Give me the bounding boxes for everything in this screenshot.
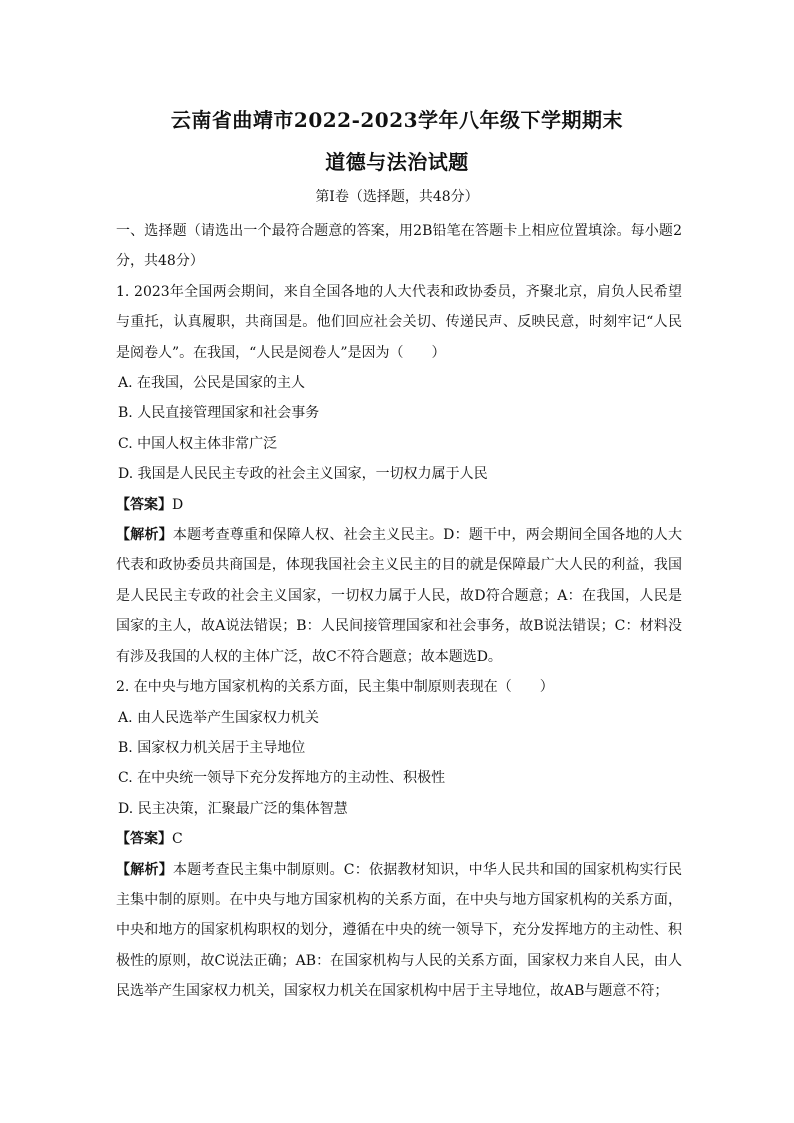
answer-value: D [172, 496, 184, 513]
analysis-text: 本题考查尊重和保障人权、社会主义民主。D：题干中，两会期间全国各地的人大代表和政协委员共商国是，体现我国社会主义民主的目的就是保障最广大人民的利益，我国是人民民主专政的社会主义国家，一切权力属于人民，故D符合题意；A：在我国，人民是国家的主人，故A说法错误；B：人民间接管理国家和社会事务，故B说法错误；C：材料没有涉及我国的人权的主体广泛，故C不符合题意；故本题选D。 [116, 527, 682, 665]
analysis-text: 本题考查民主集中制原则。C：依据教材知识，中华人民共和国的国家机构实行民主集中制的原则。在中央与地方国家机构的关系方面，在中央与地方国家机构的关系方面，中央和地方的国家机构职权的划分，遵循在中央的统一领导下，充分发挥地方的主动性、积极性的原则，故C说法正确；AB：在国家机构与人民的关系方面，国家权力来自人民，由人民选举产生国家权力机关，国家权力机关在国家机构中居于主导地位，故AB与题意不符； [116, 861, 682, 1000]
analysis-paragraph [116, 855, 682, 1007]
option-a: A. 由人民选举产生国家权力机关 [118, 709, 320, 726]
answer-line [116, 490, 682, 520]
section-instructions: 一、选择题（请选出一个最符合题意的答案，用2B铅笔在答题卡上相应位置填涂。每小题2分，共48分） [116, 223, 682, 270]
analysis-label: 【解析】 [116, 861, 173, 878]
option-d: D. 我国是人民民主专政的社会主义国家，一切权力属于人民 [118, 466, 488, 483]
document-body [116, 216, 682, 1007]
question-stem: 2. 在中央与地方国家机构的关系方面，民主集中制原则表现在（ ） [116, 679, 554, 696]
option-a: A. 在我国，公民是国家的主人 [118, 375, 306, 392]
analysis-label: 【解析】 [116, 527, 173, 544]
question-stem: 1. 2023年全国两会期间，来自全国各地的人大代表和政协委员，齐聚北京，肩负人民希望与重托，认真履职，共商国是。他们回应社会关切、传递民声、反映民意，时刻牢记“人民是阅卷人”。在我国，“人民是阅卷人”是因为（ ） [116, 283, 682, 361]
question-2 [116, 672, 682, 1006]
document-title-line2: 道德与法治试题 [325, 150, 469, 174]
section-subtitle: 第Ⅰ卷（选择题，共48分） [315, 189, 479, 205]
analysis-paragraph [116, 520, 682, 672]
option-c: C. 中国人权主体非常广泛 [118, 435, 278, 452]
option-c: C. 在中央统一领导下充分发挥地方的主动性、积极性 [118, 770, 446, 787]
answer-value: C [172, 831, 183, 848]
answer-label: 【答案】 [116, 496, 172, 513]
answer-label: 【答案】 [116, 831, 172, 848]
answer-line [116, 824, 682, 854]
option-b: B. 国家权力机关居于主导地位 [118, 739, 306, 756]
option-b: B. 人民直接管理国家和社会事务 [118, 405, 320, 422]
option-d: D. 民主决策，汇聚最广泛的集体智慧 [118, 800, 348, 817]
document-title-line1: 云南省曲靖市2022-2023学年八年级下学期期末 [170, 108, 624, 132]
question-1 [116, 277, 682, 672]
